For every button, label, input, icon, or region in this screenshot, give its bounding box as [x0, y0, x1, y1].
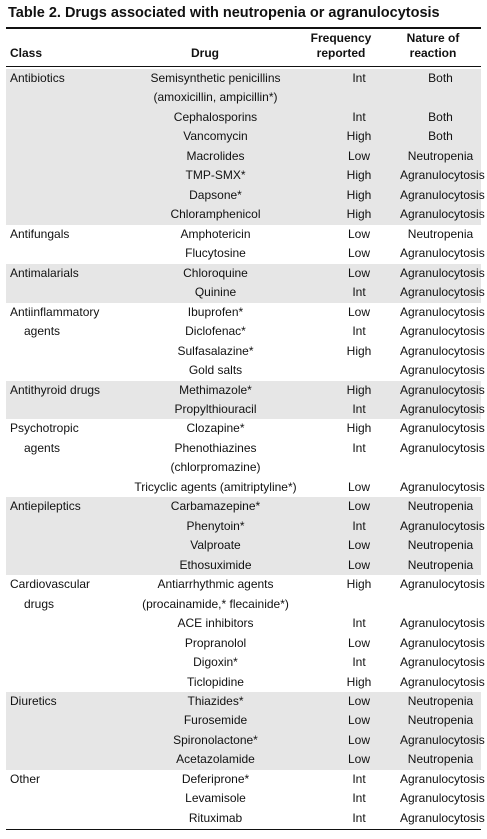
col-header-nature-line2: reaction [409, 46, 457, 60]
class-cell [6, 614, 113, 633]
drug-cell: (procainamide,* flecainide*) [142, 596, 289, 611]
frequency-cell: High [318, 186, 400, 205]
frequency-cell: Int [352, 655, 366, 670]
nature-cell: Agranulocytosis [400, 186, 481, 205]
table-row [6, 166, 481, 185]
class-cell [6, 478, 113, 497]
frequency-cell [318, 361, 400, 380]
drug-cell: Ticlopidine [187, 674, 244, 689]
frequency-cell: High [346, 421, 372, 436]
table-row [6, 322, 481, 341]
col-header-frequency-line2: reported [316, 46, 366, 60]
nature-cell: Agranulocytosis [400, 343, 485, 358]
nature-cell: Agranulocytosis [400, 731, 481, 750]
drug-cell: Tricyclic agents (amitriptyline*) [134, 479, 297, 494]
nature-cell: Neutropenia [400, 556, 481, 575]
nature-cell: Agranulocytosis [400, 771, 485, 786]
drug-cell: Gold salts [188, 363, 243, 378]
class-cell [6, 166, 113, 185]
frequency-cell: High [318, 166, 400, 185]
class-cell [6, 342, 113, 361]
col-header-class: Class [10, 46, 43, 60]
class-cell [6, 127, 113, 146]
table-row [6, 809, 481, 828]
class-cell [6, 108, 113, 127]
frequency-cell: High [318, 127, 400, 146]
frequency-cell: Low [318, 692, 400, 711]
table-row [6, 731, 481, 750]
nature-cell: Agranulocytosis [400, 655, 485, 670]
drug-cell: Ethosuximide [113, 556, 318, 575]
class-cell: Antiinflammatory [10, 304, 100, 319]
table-row [6, 225, 481, 244]
nature-cell: Both [400, 108, 481, 127]
drug-table-body [6, 69, 485, 828]
table-row [6, 439, 481, 458]
drug-cell: TMP-SMX* [113, 166, 318, 185]
frequency-cell: Int [352, 791, 366, 806]
nature-cell [400, 458, 481, 477]
drug-cell: Phenothiazines [174, 440, 257, 455]
drug-cell: Rituximab [188, 810, 243, 825]
frequency-cell: Int [352, 324, 366, 339]
nature-cell: Neutropenia [400, 147, 481, 166]
top-rule [6, 27, 481, 29]
class-cell [6, 244, 113, 263]
table-row [6, 88, 481, 107]
frequency-cell [318, 595, 400, 614]
frequency-cell [318, 88, 400, 107]
frequency-cell: Low [347, 304, 370, 319]
col-header-nature [384, 31, 482, 61]
drug-cell: Chloramphenicol [113, 205, 318, 224]
class-cell [6, 711, 113, 730]
table-row [6, 419, 481, 438]
table-row [6, 264, 481, 283]
frequency-cell: Low [318, 147, 400, 166]
nature-cell: Agranulocytosis [400, 791, 485, 806]
frequency-cell: Low [347, 635, 370, 650]
frequency-cell: High [346, 674, 372, 689]
drug-cell: Semisynthetic penicillins [113, 69, 318, 88]
table-row [6, 205, 481, 224]
nature-cell: Agranulocytosis [400, 283, 481, 302]
nature-cell: Neutropenia [400, 692, 481, 711]
nature-cell: Agranulocytosis [400, 324, 485, 339]
table-row [6, 244, 481, 263]
class-cell: Psychotropic [10, 421, 79, 436]
class-cell: Other [10, 771, 41, 786]
table-row [6, 575, 481, 594]
frequency-cell: High [318, 381, 400, 400]
nature-cell: Agranulocytosis [400, 421, 485, 436]
drug-cell: Macrolides [113, 147, 318, 166]
drug-cell: ACE inhibitors [177, 616, 254, 631]
class-cell [6, 750, 113, 769]
col-header-frequency [300, 31, 382, 61]
class-cell: Antithyroid drugs [6, 381, 113, 400]
table-row [6, 303, 481, 322]
drug-cell: Levamisole [185, 791, 246, 806]
nature-cell: Agranulocytosis [400, 264, 481, 283]
frequency-cell: Low [347, 246, 370, 261]
class-cell [6, 458, 113, 477]
table-row [6, 673, 481, 692]
class-cell [6, 673, 113, 692]
class-cell [6, 205, 113, 224]
table-row [6, 127, 481, 146]
table-row [6, 770, 481, 789]
frequency-cell: Int [352, 440, 366, 455]
class-cell [6, 731, 113, 750]
drug-cell: Methimazole* [113, 381, 318, 400]
nature-cell: Agranulocytosis [400, 246, 485, 261]
class-cell [6, 147, 113, 166]
frequency-cell: High [346, 577, 372, 592]
table-row [6, 458, 481, 477]
frequency-cell: Low [318, 750, 400, 769]
table-row [6, 342, 481, 361]
table-row [6, 381, 481, 400]
drug-cell: (amoxicillin, ampicillin*) [113, 88, 318, 107]
frequency-cell: Low [318, 711, 400, 730]
drug-cell: Diclofenac* [185, 324, 246, 339]
table-row [6, 595, 481, 614]
class-cell [6, 88, 113, 107]
nature-cell: Agranulocytosis [400, 381, 481, 400]
table-row [6, 614, 481, 633]
class-cell [6, 653, 113, 672]
class-cell [6, 361, 113, 380]
drug-cell: Spironolactone* [113, 731, 318, 750]
class-cell [6, 634, 113, 653]
drug-cell: Cephalosporins [113, 108, 318, 127]
table-row [6, 653, 481, 672]
bottom-rule [6, 829, 481, 830]
nature-cell: Neutropenia [400, 497, 481, 516]
class-cell: Diuretics [6, 692, 113, 711]
class-cell: Cardiovascular [10, 577, 91, 592]
frequency-cell: Low [347, 226, 370, 241]
table-row [6, 400, 481, 419]
class-cell [6, 536, 113, 555]
nature-cell: Agranulocytosis [400, 577, 485, 592]
frequency-cell: Int [352, 616, 366, 631]
class-cell [6, 186, 113, 205]
class-cell: Antifungals [10, 226, 70, 241]
table-row [6, 711, 481, 730]
class-cell [6, 439, 113, 458]
nature-cell: Agranulocytosis [400, 674, 485, 689]
table-title: Table 2. Drugs associated with neutropenia or agranulocytosis [8, 5, 440, 21]
frequency-cell: Low [318, 556, 400, 575]
table-row [6, 69, 481, 88]
frequency-cell: Int [352, 810, 366, 825]
nature-cell [400, 88, 481, 107]
col-header-frequency-line1: Frequency [310, 31, 372, 45]
table-row [6, 556, 481, 575]
class-cell [6, 789, 113, 808]
table-row [6, 497, 481, 516]
drug-cell: Deferiprone* [181, 771, 250, 786]
frequency-cell: Int [352, 771, 366, 786]
frequency-cell: High [346, 343, 372, 358]
drug-cell: Amphotericin [180, 226, 251, 241]
drug-cell: Thiazides* [113, 692, 318, 711]
drug-cell: Furosemide [113, 711, 318, 730]
class-cell-text: agents [24, 324, 61, 339]
drug-cell: Acetazolamide [113, 750, 318, 769]
class-cell [6, 400, 113, 419]
drug-table [6, 69, 485, 828]
frequency-cell: Int [318, 517, 400, 536]
class-cell [6, 809, 113, 828]
table-row [6, 789, 481, 808]
table-row [6, 361, 481, 380]
drug-cell: Chloroquine [113, 264, 318, 283]
table-row [6, 283, 481, 302]
drug-cell: (chlorpromazine) [170, 460, 261, 475]
frequency-cell: Low [318, 536, 400, 555]
table-row [6, 147, 481, 166]
frequency-cell: Int [318, 283, 400, 302]
drug-cell: Carbamazepine* [113, 497, 318, 516]
class-cell: Antimalarials [6, 264, 113, 283]
nature-cell: Agranulocytosis [400, 616, 485, 631]
frequency-cell [318, 458, 400, 477]
nature-cell: Agranulocytosis [400, 517, 481, 536]
table-row [6, 750, 481, 769]
nature-cell: Agranulocytosis [400, 440, 485, 455]
class-cell [6, 322, 113, 341]
drug-cell: Propranolol [184, 635, 247, 650]
frequency-cell: Int [318, 69, 400, 88]
table-row [6, 186, 481, 205]
table-row [6, 517, 481, 536]
frequency-cell: Int [318, 400, 400, 419]
drug-cell: Phenytoin* [113, 517, 318, 536]
table-row [6, 692, 481, 711]
frequency-cell: Low [318, 497, 400, 516]
drug-cell: Clozapine* [186, 421, 245, 436]
class-cell: Antiepileptics [6, 497, 113, 516]
class-cell-text: drugs [24, 596, 55, 611]
frequency-cell: Low [318, 731, 400, 750]
nature-cell: Agranulocytosis [400, 205, 481, 224]
drug-cell: Propylthiouracil [113, 400, 318, 419]
nature-cell: Agranulocytosis [400, 400, 481, 419]
drug-cell: Ibuprofen* [187, 304, 244, 319]
nature-cell: Neutropenia [400, 536, 481, 555]
drug-cell: Sulfasalazine* [177, 343, 254, 358]
frequency-cell: High [318, 205, 400, 224]
frequency-cell: Low [347, 479, 370, 494]
frequency-cell: Int [318, 108, 400, 127]
table-row [6, 108, 481, 127]
drug-cell: Valproate [113, 536, 318, 555]
col-header-drug: Drug [191, 46, 219, 60]
table-row [6, 634, 481, 653]
nature-cell: Neutropenia [400, 711, 481, 730]
class-cell [6, 517, 113, 536]
class-cell [6, 556, 113, 575]
nature-cell: Both [400, 127, 481, 146]
header-rule [6, 66, 481, 67]
nature-cell: Agranulocytosis [400, 479, 485, 494]
table-row [6, 478, 481, 497]
nature-cell: Agranulocytosis [400, 635, 485, 650]
drug-cell: Vancomycin [113, 127, 318, 146]
drug-cell: Dapsone* [113, 186, 318, 205]
nature-cell: Neutropenia [400, 750, 481, 769]
class-cell-text: agents [24, 440, 61, 455]
nature-cell: Agranulocytosis [400, 304, 485, 319]
drug-cell: Quinine [113, 283, 318, 302]
class-cell [6, 595, 113, 614]
nature-cell: Agranulocytosis [400, 810, 485, 825]
nature-cell: Both [400, 69, 481, 88]
class-cell [6, 283, 113, 302]
nature-cell: Agranulocytosis [400, 363, 485, 378]
table-row [6, 536, 481, 555]
drug-cell: Digoxin* [193, 655, 238, 670]
nature-cell [400, 595, 481, 614]
drug-cell: Antiarrhythmic agents [157, 577, 274, 592]
frequency-cell: Low [318, 264, 400, 283]
col-header-nature-line1: Nature of [406, 31, 460, 45]
class-cell: Antibiotics [6, 69, 113, 88]
nature-cell: Agranulocytosis [400, 166, 481, 185]
drug-cell: Flucytosine [185, 246, 246, 261]
nature-cell: Neutropenia [407, 226, 474, 241]
